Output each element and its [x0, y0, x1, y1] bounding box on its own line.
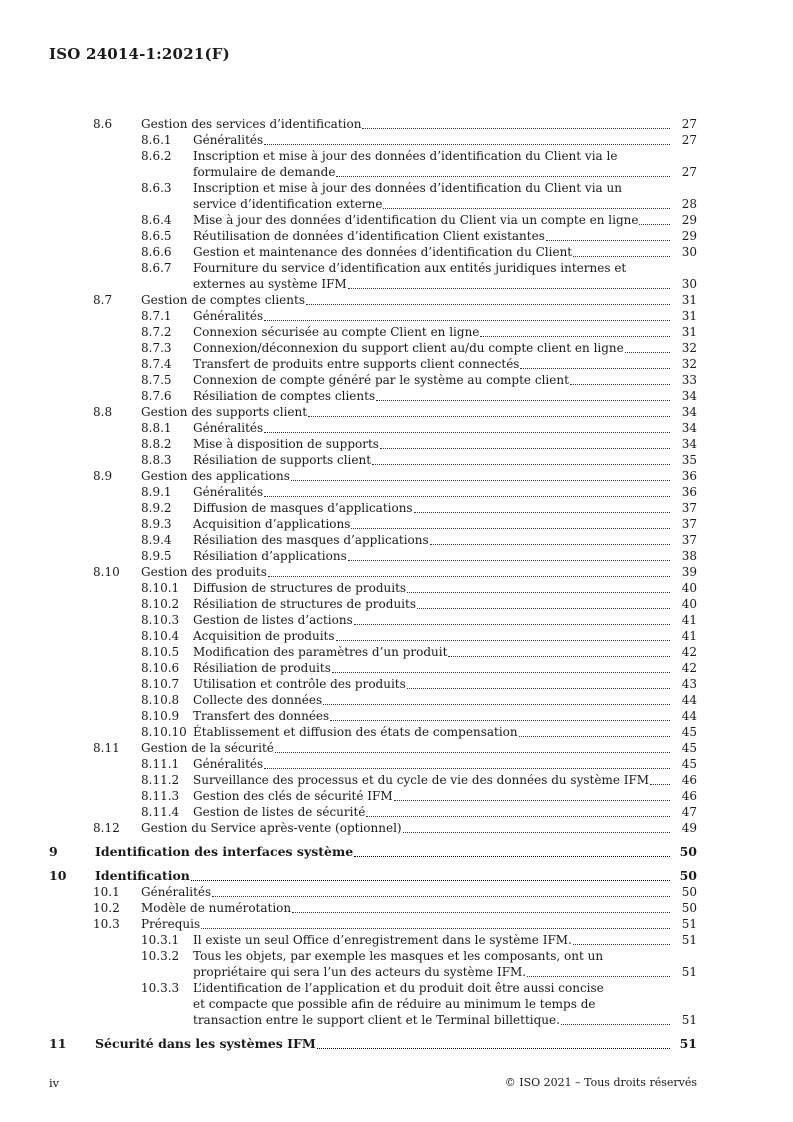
toc-entry-title: Mise à jour des données d’identification du Client via un compte en ligne — [193, 213, 639, 227]
toc-entry-number: 8.7.5 — [141, 373, 172, 387]
toc-entry[interactable] — [0, 356, 793, 372]
toc-entry-number: 10.3.2 — [141, 949, 180, 963]
toc-entry[interactable] — [0, 932, 793, 948]
toc-entry[interactable] — [0, 404, 793, 420]
toc-entry-page: 27 — [681, 165, 697, 179]
toc-entry[interactable] — [0, 452, 793, 468]
toc-entry[interactable] — [0, 740, 793, 756]
toc-entry-title: Diffusion de masques d’applications — [193, 501, 413, 515]
dot-leader — [348, 287, 670, 289]
toc-entry-title: service d’identification externe — [193, 197, 383, 211]
toc-entry-number: 8.8.3 — [141, 453, 172, 467]
toc-entry[interactable] — [0, 628, 793, 644]
toc-entry-number: 8.10.3 — [141, 613, 180, 627]
toc-entry-title: Modèle de numérotation — [141, 901, 292, 915]
toc-entry-title: Résiliation d’applications — [193, 549, 347, 563]
toc-entry-title: Gestion de listes de sécurité — [193, 805, 366, 819]
toc-entry[interactable] — [0, 788, 793, 804]
toc-entry-page: 51 — [679, 1036, 697, 1051]
toc-entry[interactable] — [0, 500, 793, 516]
dot-leader — [264, 767, 670, 769]
toc-entry-title: Gestion des produits — [141, 565, 267, 579]
toc-entry-number: 8.10.4 — [141, 629, 180, 643]
toc-entry-number: 10.1 — [93, 885, 120, 899]
toc-entry-page: 51 — [681, 965, 697, 979]
toc-entry-page: 41 — [681, 629, 697, 643]
toc-entry-page: 40 — [681, 581, 697, 595]
dot-leader — [336, 175, 670, 177]
toc-entry-title: Généralités — [141, 885, 212, 899]
dot-leader — [376, 399, 670, 401]
toc-entry-number: 11 — [49, 1036, 67, 1051]
toc-entry-page: 40 — [681, 597, 697, 611]
toc-entry-page: 37 — [681, 533, 697, 547]
dot-leader — [336, 639, 670, 641]
toc-entry-page: 41 — [681, 613, 697, 627]
toc-entry-title: Résiliation de supports client — [193, 453, 372, 467]
toc-entry-page: 28 — [681, 197, 697, 211]
toc-entry-number: 8.8 — [93, 405, 113, 419]
toc-entry-number: 8.9.2 — [141, 501, 172, 515]
toc-entry-page: 50 — [681, 901, 697, 915]
toc-entry-number: 8.8.1 — [141, 421, 172, 435]
toc-entry[interactable] — [0, 484, 793, 500]
dot-leader — [430, 543, 670, 545]
toc-entry-number: 8.6.1 — [141, 133, 172, 147]
dot-leader — [366, 815, 670, 817]
toc-entry-number: 8.7 — [93, 293, 113, 307]
dot-leader — [264, 319, 670, 321]
toc-entry-page: 31 — [681, 293, 697, 307]
dot-leader — [573, 255, 670, 257]
toc-entry-title: propriétaire qui sera l’un des acteurs du système IFM. — [193, 965, 527, 979]
toc-entry-title: Résiliation de produits — [193, 661, 331, 675]
toc-entry-number: 8.10.6 — [141, 661, 180, 675]
toc-entry-title: Résiliation de comptes clients — [193, 389, 376, 403]
toc-entry-title: Généralités — [193, 309, 264, 323]
toc-entry-page: 30 — [681, 245, 697, 259]
toc-entry-number: 8.7.4 — [141, 357, 172, 371]
toc-entry-number: 8.6.5 — [141, 229, 172, 243]
toc-entry-number: 8.7.1 — [141, 309, 172, 323]
toc-entry[interactable] — [0, 644, 793, 660]
toc-entry[interactable] — [0, 660, 793, 676]
toc-entry-page: 31 — [681, 325, 697, 339]
toc-entry-number: 8.9 — [93, 469, 113, 483]
toc-entry-title: Sécurité dans les systèmes IFM — [95, 1036, 316, 1051]
toc-entry-number: 8.7.6 — [141, 389, 172, 403]
toc-entry-page: 37 — [681, 501, 697, 515]
dot-leader — [306, 303, 670, 305]
toc-entry-number: 8.10.1 — [141, 581, 180, 595]
toc-entry-title: Inscription et mise à jour des données d’identification du Client via un — [193, 181, 622, 195]
toc-entry-title: transaction entre le support client et le Terminal billettique. — [193, 1013, 560, 1027]
toc-entry-page: 33 — [681, 373, 697, 387]
toc-entry[interactable] — [0, 340, 793, 356]
toc-entry[interactable] — [0, 116, 793, 132]
toc-entry-title: Gestion et maintenance des données d’identification du Client — [193, 245, 573, 259]
toc-entry-number: 8.10.2 — [141, 597, 180, 611]
toc-entry-page: 43 — [681, 677, 697, 691]
dot-leader — [292, 911, 670, 913]
dot-leader — [573, 943, 670, 945]
toc-entry-number: 8.6.3 — [141, 181, 172, 195]
toc-entry-title: Gestion de listes d’actions — [193, 613, 353, 627]
dot-leader — [417, 607, 670, 609]
dot-leader — [264, 431, 670, 433]
dot-leader — [317, 1047, 670, 1049]
toc-entry-number: 8.10.10 — [141, 725, 187, 739]
toc-entry-title: Réutilisation de données d’identification Client existantes — [193, 229, 545, 243]
toc-entry-number: 8.7.3 — [141, 341, 172, 355]
toc-entry[interactable] — [0, 916, 793, 932]
dot-leader — [323, 703, 670, 705]
toc-entry[interactable] — [0, 292, 793, 308]
toc-entry-title: Acquisition d’applications — [193, 517, 351, 531]
dot-leader — [372, 463, 670, 465]
toc-entry-number: 8.11 — [93, 741, 120, 755]
dot-leader — [650, 783, 670, 785]
toc-entry-page: 51 — [681, 933, 697, 947]
toc-entry-number: 8.9.4 — [141, 533, 172, 547]
toc-entry[interactable] — [0, 180, 793, 212]
dot-leader — [380, 447, 670, 449]
toc-entry-page: 46 — [681, 789, 697, 803]
toc-entry[interactable] — [0, 724, 793, 740]
toc-entry[interactable] — [0, 324, 793, 340]
toc-entry-title: Résiliation des masques d’applications — [193, 533, 429, 547]
toc-entry-page: 29 — [681, 229, 697, 243]
toc-entry-title: Gestion des supports client — [141, 405, 308, 419]
dot-leader — [520, 367, 670, 369]
dot-leader — [264, 143, 670, 145]
toc-entry-title: Fourniture du service d’identification aux entités juridiques internes et — [193, 261, 627, 275]
toc-entry-page: 36 — [681, 485, 697, 499]
toc-entry-page: 51 — [681, 1013, 697, 1027]
toc-entry-title: Généralités — [193, 757, 264, 771]
toc-entry[interactable] — [0, 676, 793, 692]
toc-entry-title: Surveillance des processus et du cycle de vie des données du système IFM — [193, 773, 650, 787]
copyright-notice: © ISO 2021 – Tous droits réservés — [504, 1076, 697, 1089]
toc-entry[interactable] — [0, 844, 793, 860]
dot-leader — [291, 479, 670, 481]
dot-leader — [354, 623, 670, 625]
dot-leader — [403, 831, 670, 833]
toc-entry[interactable] — [0, 548, 793, 564]
toc-entry[interactable] — [0, 900, 793, 916]
dot-leader — [351, 527, 670, 529]
toc-entry-title: et compacte que possible afin de réduire au minimum le temps de — [193, 997, 596, 1011]
dot-leader — [264, 495, 670, 497]
toc-entry-title: Diffusion de structures de produits — [193, 581, 407, 595]
toc-entry-page: 49 — [681, 821, 697, 835]
toc-entry[interactable] — [0, 372, 793, 388]
toc-entry-title: Généralités — [193, 421, 264, 435]
toc-entry-page: 51 — [681, 917, 697, 931]
toc-entry[interactable] — [0, 948, 793, 980]
toc-entry-page: 44 — [681, 693, 697, 707]
toc-entry[interactable] — [0, 260, 793, 292]
dot-leader — [546, 239, 670, 241]
toc-entry-number: 8.10.5 — [141, 645, 180, 659]
dot-leader — [561, 1023, 670, 1025]
dot-leader — [625, 351, 670, 353]
dot-leader — [383, 207, 670, 209]
dot-leader — [268, 575, 670, 577]
toc-entry-page: 45 — [681, 757, 697, 771]
toc-entry-number: 8.10 — [93, 565, 120, 579]
toc-entry-title: Gestion des clés de sécurité IFM — [193, 789, 393, 803]
dot-leader — [354, 855, 670, 857]
toc-entry-title: Généralités — [193, 133, 264, 147]
toc-entry-page: 32 — [681, 357, 697, 371]
toc-entry-title: Collecte des données — [193, 693, 323, 707]
dot-leader — [394, 799, 670, 801]
dot-leader — [330, 719, 670, 721]
toc-entry-page: 35 — [681, 453, 697, 467]
toc-entry-number: 8.10.9 — [141, 709, 180, 723]
dot-leader — [201, 927, 670, 929]
toc-entry-title: Connexion sécurisée au compte Client en ligne — [193, 325, 480, 339]
toc-entry-number: 10 — [49, 868, 67, 883]
toc-entry-number: 8.7.2 — [141, 325, 172, 339]
toc-entry-title: Transfert de produits entre supports client connectés — [193, 357, 520, 371]
toc-entry[interactable] — [0, 212, 793, 228]
toc-entry-page: 42 — [681, 645, 697, 659]
page-number: iv — [49, 1076, 60, 1090]
toc-entry-number: 8.11.3 — [141, 789, 180, 803]
toc-entry[interactable] — [0, 980, 793, 1028]
toc-entry-number: 8.6 — [93, 117, 113, 131]
toc-entry-title: Gestion du Service après-vente (optionnel) — [141, 821, 402, 835]
dot-leader — [448, 655, 670, 657]
toc-entry-page: 39 — [681, 565, 697, 579]
toc-entry-title: Établissement et diffusion des états de compensation — [193, 725, 518, 739]
toc-entry-number: 10.3.3 — [141, 981, 180, 995]
dot-leader — [480, 335, 670, 337]
dot-leader — [407, 591, 670, 593]
toc-entry-title: Gestion de comptes clients — [141, 293, 305, 307]
toc-entry-title: Mise à disposition de supports — [193, 437, 379, 451]
toc-entry[interactable] — [0, 804, 793, 820]
toc-entry-page: 34 — [681, 389, 697, 403]
toc-entry-title: Tous les objets, par exemple les masques et les composants, ont un — [193, 949, 604, 963]
dot-leader — [519, 735, 670, 737]
toc-entry-title: Résiliation de structures de produits — [193, 597, 416, 611]
toc-entry-title: Identification des interfaces système — [95, 844, 354, 859]
toc-entry-page: 44 — [681, 709, 697, 723]
toc-entry-number: 8.11.4 — [141, 805, 180, 819]
toc-entry-title: externes au système IFM — [193, 277, 347, 291]
toc-entry-title: Connexion/déconnexion du support client au/du compte client en ligne — [193, 341, 624, 355]
toc-entry-number: 8.8.2 — [141, 437, 172, 451]
toc-entry-number: 10.3 — [93, 917, 120, 931]
toc-entry[interactable] — [0, 244, 793, 260]
dot-leader — [362, 127, 670, 129]
dot-leader — [527, 975, 670, 977]
toc-entry[interactable] — [0, 132, 793, 148]
toc-entry-page: 29 — [681, 213, 697, 227]
toc-entry-page: 27 — [681, 117, 697, 131]
toc-entry-number: 8.9.3 — [141, 517, 172, 531]
toc-entry[interactable] — [0, 612, 793, 628]
dot-leader — [212, 895, 670, 897]
dot-leader — [414, 511, 670, 513]
toc-entry-number: 8.12 — [93, 821, 120, 835]
toc-entry-page: 50 — [681, 885, 697, 899]
toc-entry-title: Prérequis — [141, 917, 201, 931]
toc-entry-title: Gestion des services d’identification — [141, 117, 362, 131]
dot-leader — [570, 383, 670, 385]
toc-entry[interactable] — [0, 868, 793, 884]
toc-entry-title: Il existe un seul Office d’enregistrement dans le système IFM. — [193, 933, 572, 947]
toc-entry-page: 50 — [679, 844, 697, 859]
toc-entry-number: 8.10.7 — [141, 677, 180, 691]
toc-entry-title: Acquisition de produits — [193, 629, 335, 643]
toc-entry-page: 45 — [681, 741, 697, 755]
toc-entry-page: 37 — [681, 517, 697, 531]
toc-entry-number: 8.10.8 — [141, 693, 180, 707]
toc-entry-page: 30 — [681, 277, 697, 291]
toc-entry-page: 38 — [681, 549, 697, 563]
dot-leader — [639, 223, 670, 225]
toc-entry-page: 46 — [681, 773, 697, 787]
toc-entry[interactable] — [0, 820, 793, 836]
toc-entry-number: 10.3.1 — [141, 933, 180, 947]
toc-entry-page: 34 — [681, 405, 697, 419]
toc-entry-title: formulaire de demande — [193, 165, 336, 179]
toc-entry[interactable] — [0, 708, 793, 724]
toc-entry[interactable] — [0, 772, 793, 788]
toc-entry-number: 8.9.1 — [141, 485, 172, 499]
toc-entry-title: Gestion des applications — [141, 469, 290, 483]
toc-entry[interactable] — [0, 596, 793, 612]
toc-entry-title: Inscription et mise à jour des données d’identification du Client via le — [193, 149, 618, 163]
toc-entry[interactable] — [0, 564, 793, 580]
toc-entry[interactable] — [0, 1036, 793, 1052]
toc-entry-page: 31 — [681, 309, 697, 323]
toc-entry[interactable] — [0, 532, 793, 548]
dot-leader — [275, 751, 670, 753]
toc-entry-page: 36 — [681, 469, 697, 483]
toc-entry[interactable] — [0, 388, 793, 404]
toc-entry-title: Utilisation et contrôle des produits — [193, 677, 406, 691]
toc-entry-number: 8.11.1 — [141, 757, 180, 771]
dot-leader — [308, 415, 670, 417]
toc-entry-title: Gestion de la sécurité — [141, 741, 274, 755]
toc-entry-number: 9 — [49, 844, 58, 859]
toc-entry[interactable] — [0, 756, 793, 772]
document-standard-id: ISO 24014-1:2021(F) — [49, 45, 230, 63]
dot-leader — [348, 559, 670, 561]
toc-entry-title: L’identification de l’application et du produit doit être aussi concise — [193, 981, 604, 995]
toc-entry-page: 45 — [681, 725, 697, 739]
toc-entry-number: 8.11.2 — [141, 773, 180, 787]
dot-leader — [191, 879, 670, 881]
toc-entry[interactable] — [0, 580, 793, 596]
toc-entry[interactable] — [0, 228, 793, 244]
toc-entry-title: Modification des paramètres d’un produit — [193, 645, 448, 659]
dot-leader — [332, 671, 670, 673]
toc-entry-page: 42 — [681, 661, 697, 675]
toc-entry-page: 50 — [679, 868, 697, 883]
dot-leader — [407, 687, 670, 689]
toc-entry[interactable] — [0, 436, 793, 452]
toc-entry-page: 47 — [681, 805, 697, 819]
toc-entry-number: 10.2 — [93, 901, 120, 915]
toc-entry[interactable] — [0, 468, 793, 484]
toc-entry[interactable] — [0, 884, 793, 900]
toc-entry-title: Transfert des données — [193, 709, 330, 723]
toc-entry[interactable] — [0, 692, 793, 708]
toc-entry-page: 34 — [681, 437, 697, 451]
toc-entry[interactable] — [0, 516, 793, 532]
toc-entry-page: 32 — [681, 341, 697, 355]
toc-entry-title: Identification — [95, 868, 190, 883]
toc-entry-number: 8.6.7 — [141, 261, 172, 275]
toc-entry[interactable] — [0, 308, 793, 324]
toc-entry[interactable] — [0, 420, 793, 436]
toc-entry-number: 8.9.5 — [141, 549, 172, 563]
toc-entry-number: 8.6.2 — [141, 149, 172, 163]
toc-entry[interactable] — [0, 148, 793, 180]
toc-entry-title: Généralités — [193, 485, 264, 499]
toc-entry-page: 34 — [681, 421, 697, 435]
toc-entry-title: Connexion de compte généré par le système au compte client — [193, 373, 569, 387]
toc-entry-number: 8.6.4 — [141, 213, 172, 227]
toc-entry-number: 8.6.6 — [141, 245, 172, 259]
toc-entry-page: 27 — [681, 133, 697, 147]
